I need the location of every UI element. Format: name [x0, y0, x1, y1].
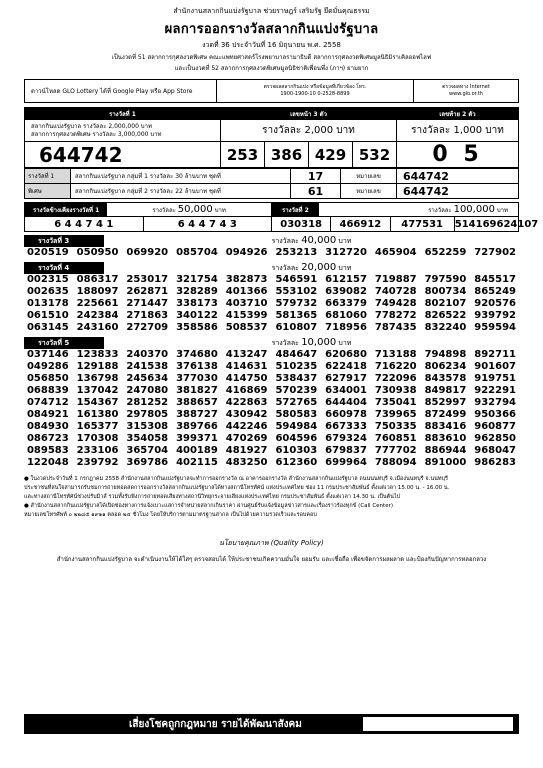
first-prize-notes: [25, 120, 221, 142]
second-prize-header: [271, 203, 518, 217]
third-prize-bar: [24, 235, 519, 247]
fifth-prize-number: 610303: [275, 445, 318, 456]
fifth-prize-number: 086723: [26, 433, 69, 444]
fifth-prize-number: 483250: [225, 457, 268, 468]
fifth-prize-number: 713188: [374, 349, 417, 360]
third-prize-grid: [24, 247, 519, 259]
fifth-amount: 10,000: [301, 337, 337, 348]
third-prize-number: 094926: [225, 247, 268, 258]
fifth-prize-number: 068839: [26, 385, 69, 396]
fourth-prize-number: 321754: [176, 274, 218, 285]
contact-line-1: ตรวจผลสลากกินแบ่ง หรือข้อมูลที่เกี่ยวข้อง โทร.: [263, 84, 367, 90]
fourth-prize-number: 612157: [325, 274, 367, 285]
fourth-amount: 20,000: [301, 262, 337, 273]
app-download-text: ดาวน์โหลด GLO Lottery ได้ที่ Google Play หรือ App Store: [25, 80, 217, 102]
note-callcenter-1: ● สำนักงานสลากกินแบ่งรัฐบาลได้เปิดช่องทางการแจ้งเบาะแสการจำหน่ายสลากเกินราคา ผ่านศูนย์รับแจ้งข้อมูลข่าวสารและเรื่องราวร้องทุกข์ (Call Center): [24, 503, 393, 509]
near-first-amount-prefix: รางวัลละ: [152, 207, 176, 214]
fifth-prize-number: 416869: [225, 385, 268, 396]
fifth-prize-number: 365704: [126, 445, 169, 456]
fifth-prize-number: 679324: [325, 433, 367, 444]
fifth-prize-number: 049286: [26, 361, 69, 372]
fifth-prize-number: 154367: [76, 397, 119, 408]
fifth-prize-number: 170308: [76, 433, 119, 444]
fifth-prize-number: 883610: [424, 433, 467, 444]
fourth-prize-number: 225661: [76, 298, 119, 309]
fifth-prize-number: 084930: [26, 421, 69, 432]
fifth-prize-number: 612360: [275, 457, 318, 468]
top-prizes-table: [24, 107, 519, 168]
fifth-prize-bar: [24, 337, 519, 349]
fourth-prize-number: 086317: [76, 274, 119, 285]
fourth-prize-number: 253017: [126, 274, 169, 285]
fourth-prize-number: 845517: [474, 274, 517, 285]
fifth-prize-number: 634001: [325, 385, 367, 396]
fourth-prize-number: 546591: [275, 274, 318, 285]
fifth-prize-number: 852997: [424, 397, 467, 408]
fourth-prize-number: 002315: [26, 274, 69, 285]
fifth-prize-number: 388657: [176, 397, 218, 408]
special-number: 644742: [397, 169, 519, 184]
fifth-prize-number: 297805: [126, 409, 169, 420]
fourth-prize-number: 382873: [225, 274, 268, 285]
fifth-prize-number: 849817: [424, 385, 467, 396]
fourth-prize-number: 188097: [76, 286, 119, 297]
fifth-prize-number: 892711: [474, 349, 517, 360]
front3-amount: รางวัลละ 2,000 บาท: [221, 120, 397, 142]
fourth-prize-number: 718956: [325, 322, 367, 333]
near-first-number: 6 4 4 7 4 1: [25, 217, 144, 232]
footer-slogan: เสี่ยงโชคถูกกฎหมาย รายได้พัฒนาสังคม: [129, 718, 302, 730]
fifth-prize-number: 788094: [374, 457, 417, 468]
fifth-prize-number: 570239: [275, 385, 318, 396]
fifth-prize-number: 580583: [275, 409, 318, 420]
special-number: 644742: [397, 184, 519, 199]
fourth-prize-number: 832240: [424, 322, 467, 333]
fifth-prize-number: 739965: [374, 409, 417, 420]
special-set: 61: [291, 184, 341, 199]
fifth-prize-number: 699964: [325, 457, 367, 468]
fourth-prize-number: 553102: [275, 286, 318, 297]
footer-blank-box: [363, 717, 513, 731]
fourth-prize-number: 061510: [26, 310, 69, 321]
fourth-prize-label: รางวัลที่ 4: [24, 262, 104, 274]
fifth-prize-number: 962850: [474, 433, 517, 444]
second-amount-wrap: [319, 204, 518, 215]
first-prize-header: รางวัลที่ 1: [25, 108, 221, 120]
fifth-prize-number: 901607: [474, 361, 517, 372]
fifth-prize-number: 538437: [275, 373, 318, 384]
contact-line-2: 1900-1900-10 0-2528-8899: [280, 91, 350, 97]
fifth-prize-number: 730938: [374, 385, 417, 396]
second-amount: 100,000: [453, 204, 495, 215]
fifth-prize-number: 960877: [474, 421, 517, 432]
last2-number: 0 5: [397, 142, 519, 168]
fifth-prize-number: 388727: [176, 409, 218, 420]
third-amount-wrap: [104, 235, 519, 247]
fifth-prize-number: 794898: [424, 349, 467, 360]
special-desc: สลากกินแบ่งรัฐบาล กลุ่มที่ 1 รางวัลละ 30 ล้านบาท ชุดที่: [71, 169, 291, 184]
fourth-prize-number: 639082: [325, 286, 367, 297]
last2-header: เลขท้าย 2 ตัว: [397, 108, 519, 120]
special-num-label: หมายเลข: [341, 169, 397, 184]
fourth-prize-number: 719887: [374, 274, 417, 285]
fourth-prize-number: 797590: [424, 274, 467, 285]
info-bar: [24, 79, 519, 103]
header: [24, 6, 519, 73]
fourth-prize-number: 800734: [424, 286, 467, 297]
second-number: 514169: [454, 218, 497, 230]
fifth-amount-prefix: รางวัลละ: [271, 339, 299, 347]
front3-header: เลขหน้า 3 ตัว: [221, 108, 397, 120]
fifth-prize-number: 240370: [126, 349, 169, 360]
fifth-prize-number: 922291: [474, 385, 517, 396]
notes: [24, 475, 519, 520]
near-first-amount: 50,000: [177, 204, 213, 215]
quality-policy-text: สำนักงานสลากกินแบ่งรัฐบาล จะดำเนินงานให้ได้ใสๆ ตรวจสอบได้ ให้ประชาชนเกิดความมั่นใจ ยอมรับ และเชื่อถือ เพื่อขจัดการผลผลาด และป้องกันปัญหาการหลอกลวง: [56, 556, 487, 563]
fifth-prize-number: 374680: [176, 349, 218, 360]
fifth-prize-number: 137042: [76, 385, 119, 396]
fourth-prize-number: 002635: [26, 286, 69, 297]
fourth-prize-number: 959594: [474, 322, 517, 333]
third-amount: 40,000: [301, 235, 337, 246]
draw-info: งวดที่ 36 ประจำวันที่ 16 มิถุนายน พ.ศ. 2558: [202, 41, 341, 49]
near-first-header: [25, 203, 272, 217]
fourth-prize-number: 508537: [225, 322, 268, 333]
third-prize-number: 050950: [76, 247, 119, 258]
fourth-prize-number: 865249: [474, 286, 517, 297]
near-first-number: 6 4 4 7 4 3: [143, 217, 271, 232]
fifth-prize-number: 722096: [374, 373, 417, 384]
beneficiary-line-1: เป็นงวดที่ 51 สลากการกุศลงวดพิเศษ คณะแพทยศาสตร์โรงพยาบาลรามาธิบดี สลากการกุศลงวดพิเศษมูลนิธิมิราเคิลออฟไลฟ: [111, 54, 432, 61]
fifth-prize-number: 735041: [374, 397, 417, 408]
fifth-prize-number: 627917: [325, 373, 367, 384]
note-broadcast-2: ประชาชนที่สนใจสามารถรับชมการถ่ายทอดสดการออกรางวัลสลากกินแบ่งรัฐบาลได้ทางสถานีโทรทัศน์ แห่งประเทศไทย ช่อง 11 กรมประชาสัมพันธ์ ตั้งแต่เวลา 15.00 น. - 16.00 น.: [24, 485, 450, 491]
web-line-1: ตรวจผลทาง Internet: [442, 84, 490, 90]
second-number: 477531: [390, 217, 454, 232]
page-title: ผลการออกรางวัลสลากกินแบ่งรัฐบาล: [164, 22, 379, 37]
fourth-prize-number: 749428: [374, 298, 417, 309]
fourth-prize-number: 338173: [176, 298, 218, 309]
fifth-prize-number: 074712: [26, 397, 69, 408]
website-link[interactable]: www.glo.or.th: [449, 91, 483, 97]
fourth-prize-number: 826522: [424, 310, 467, 321]
fourth-prize-bar: [24, 262, 519, 274]
near-first-unit: บาท: [214, 207, 226, 214]
front3-number: 253: [221, 142, 265, 168]
third-prize-number: 069920: [126, 247, 169, 258]
fifth-prize-number: 620680: [325, 349, 367, 360]
fifth-prize-number: 510235: [275, 361, 318, 372]
web-box: [414, 80, 518, 102]
fifth-prize-number: 402115: [176, 457, 218, 468]
fourth-prize-number: 403710: [225, 298, 268, 309]
fourth-prize-number: 271447: [126, 298, 169, 309]
fifth-prize-number: 932794: [474, 397, 517, 408]
special-prize-table: [24, 168, 519, 199]
fifth-prize-number: 122048: [26, 457, 69, 468]
second-number: 466912: [331, 217, 390, 232]
fifth-prize-number: 056850: [26, 373, 69, 384]
fourth-prize-number: 787435: [374, 322, 417, 333]
fourth-amount-prefix: รางวัลละ: [271, 264, 299, 272]
fifth-amount-wrap: [104, 337, 519, 349]
fifth-prize-grid: [24, 349, 519, 469]
fourth-prize-number: 802107: [424, 298, 467, 309]
front3-number: 532: [353, 142, 397, 168]
footer-bar: [24, 714, 519, 734]
fourth-prize-number: 415399: [225, 310, 268, 321]
fifth-prize-number: 750335: [374, 421, 417, 432]
third-prize-number: 312720: [325, 247, 367, 258]
special-desc: สลากกินแบ่งรัฐบาล กลุ่มที่ 2 รางวัลละ 22 ล้านบาท ชุดที่: [71, 184, 291, 199]
fifth-prize-number: 161380: [76, 409, 119, 420]
special-num-label: หมายเลข: [341, 184, 397, 199]
fifth-prize-number: 136798: [76, 373, 119, 384]
fifth-prize-number: 354058: [126, 433, 169, 444]
fifth-prize-number: 414750: [225, 373, 268, 384]
fourth-prize-number: 663379: [325, 298, 367, 309]
fifth-prize-number: 806234: [424, 361, 467, 372]
second-prize-label: รางวัลที่ 2: [272, 203, 319, 216]
near-first-amount-wrap: [107, 204, 271, 215]
first-prize-number: 644742: [25, 142, 221, 168]
fifth-prize-number: 389766: [176, 421, 218, 432]
fifth-prize-number: 369786: [126, 457, 169, 468]
fourth-prize-number: 063145: [26, 322, 69, 333]
third-prize-number: 727902: [474, 247, 517, 258]
third-unit: บาท: [338, 237, 352, 245]
special-set: 17: [291, 169, 341, 184]
fifth-prize-number: 594984: [275, 421, 318, 432]
fifth-prize-number: 883416: [424, 421, 467, 432]
fifth-prize-number: 430942: [225, 409, 268, 420]
fifth-prize-number: 241538: [126, 361, 169, 372]
fifth-prize-number: 376138: [176, 361, 218, 372]
fifth-prize-number: 084921: [26, 409, 69, 420]
front3-number: 386: [265, 142, 309, 168]
fifth-prize-number: 644404: [325, 397, 367, 408]
second-amount-prefix: รางวัลละ: [428, 207, 452, 214]
fourth-prize-number: 740728: [374, 286, 417, 297]
fourth-prize-number: 939792: [474, 310, 517, 321]
fifth-prize-number: 891000: [424, 457, 467, 468]
fifth-prize-number: 622418: [325, 361, 367, 372]
near-first-label: รางวัลข้างเคียงรางวัลที่ 1: [25, 203, 107, 216]
fourth-prize-number: 271863: [126, 310, 169, 321]
fourth-prize-number: 610807: [275, 322, 318, 333]
note-callcenter-2: หมายเลขโทรศัพท์ ๐ ๒๒๘๕ ๑๙๑๑ ตลอด ๒๔ ชั่วโมง โดยให้บริการตามมาตรฐานสากล เป็นไปด้วยความรวดเร็วและรอบคอบ: [24, 512, 317, 518]
fifth-prize-number: 470269: [225, 433, 268, 444]
beneficiary-line-2: และเป็นงวดที่ 52 สลากการกุศลงวดพิเศษมูลนิธิชาติเพื่อนพึ่ง (ภาฯ) ยามยาก: [174, 65, 369, 72]
fifth-prize-number: 129188: [76, 361, 119, 372]
fourth-prize-number: 401366: [225, 286, 268, 297]
fifth-prize-number: 233106: [76, 445, 119, 456]
fifth-prize-number: 919751: [474, 373, 517, 384]
note-broadcast-3: และทางสถานีโทรทัศน์ช่วงปรับมิวส์ รวมทั้งรับฟังการถ่ายทอดเสียงทางสถานีวิทยุกระจายเสียงแห่งประเทศไทย กรมประชาสัมพันธ์ ตั้งแต่เวลา 14.30 น. เป็นต้นไป: [24, 494, 401, 500]
first-prize-note-2: สลากการกุศลงวดพิเศษ รางวัลละ 3,000,000 บาท: [31, 130, 162, 138]
contact-box: [217, 80, 414, 102]
fourth-prize-number: 243160: [76, 322, 119, 333]
fifth-prize-number: 950366: [474, 409, 517, 420]
third-prize-number: 020519: [26, 247, 69, 258]
fifth-unit: บาท: [338, 339, 352, 347]
fifth-prize-number: 315308: [126, 421, 169, 432]
first-prize-note-1: สลากกินแบ่งรัฐบาล รางวัลละ 2,000,000 บาท: [31, 122, 152, 130]
fifth-prize-number: 968047: [474, 445, 517, 456]
fifth-prize-number: 414631: [225, 361, 268, 372]
second-number: 624107: [496, 218, 539, 230]
fifth-prize-number: 760851: [374, 433, 417, 444]
third-prize-number: 465904: [374, 247, 417, 258]
fifth-prize-number: 679837: [325, 445, 367, 456]
fifth-prize-number: 484647: [275, 349, 318, 360]
note-broadcast-1: ● ในงวดประจำวันที่ 1 กรกฎาคม 2558 สำนักงานสลากกินแบ่งรัฐบาลจะทำการออกรางวัล ณ อาคารออกรางวัล สำนักงานสลากกินแบ่งรัฐบาล ถนนนนทบุรี จ.เมืองนนทบุรี จ.นนทบุรี: [24, 476, 448, 482]
fifth-prize-number: 604596: [275, 433, 318, 444]
fourth-prize-grid: [24, 274, 519, 334]
fifth-prize-number: 377030: [176, 373, 218, 384]
special-label: พิเศษ: [25, 184, 71, 199]
fifth-prize-label: รางวัลที่ 5: [24, 337, 104, 349]
third-prize-number: 253213: [275, 247, 318, 258]
fourth-prize-number: 242384: [76, 310, 119, 321]
fifth-prize-number: 986283: [474, 457, 517, 468]
fifth-prize-number: 281252: [126, 397, 169, 408]
fifth-prize-number: 716220: [374, 361, 417, 372]
quality-policy-title: นโยบายคุณภาพ (Quality Policy): [219, 539, 324, 547]
fifth-prize-number: 089583: [26, 445, 69, 456]
fourth-prize-number: 778272: [374, 310, 417, 321]
second-number-pair: [454, 217, 539, 232]
last2-amount: รางวัลละ 1,000 บาท: [397, 120, 519, 142]
fourth-prize-number: 681060: [325, 310, 367, 321]
fifth-prize-number: 572765: [275, 397, 318, 408]
fifth-prize-number: 399371: [176, 433, 218, 444]
fifth-prize-number: 413247: [225, 349, 268, 360]
fourth-prize-number: 920576: [474, 298, 517, 309]
fifth-prize-number: 037146: [26, 349, 69, 360]
fifth-prize-number: 442246: [225, 421, 268, 432]
second-number: 030318: [271, 217, 330, 232]
fifth-prize-number: 843578: [424, 373, 467, 384]
third-amount-prefix: รางวัลละ: [271, 237, 299, 245]
front3-number: 429: [309, 142, 353, 168]
fifth-prize-number: 245634: [126, 373, 169, 384]
fourth-prize-number: 340122: [176, 310, 218, 321]
special-label: รางวัลที่ 1: [25, 169, 71, 184]
fifth-prize-number: 123833: [76, 349, 119, 360]
fourth-prize-number: 272709: [126, 322, 169, 333]
agency-line: สำนักงานสลากกินแบ่งรัฐบาล ช่วยราษฎร์ เสริมรัฐ ยึดมั่นคุณธรรม: [173, 7, 370, 15]
fifth-prize-number: 165377: [76, 421, 119, 432]
fourth-prize-number: 581365: [275, 310, 318, 321]
fourth-prize-number: 013178: [26, 298, 69, 309]
fourth-unit: บาท: [338, 264, 352, 272]
fifth-prize-number: 886944: [424, 445, 467, 456]
fifth-prize-number: 777702: [374, 445, 417, 456]
fifth-prize-number: 247080: [126, 385, 169, 396]
fifth-prize-number: 400189: [176, 445, 218, 456]
fifth-prize-number: 422863: [225, 397, 268, 408]
fifth-prize-number: 239792: [76, 457, 119, 468]
fifth-prize-number: 667333: [325, 421, 367, 432]
near-second-table: [24, 202, 539, 232]
fourth-prize-number: 328289: [176, 286, 218, 297]
fourth-amount-wrap: [104, 262, 519, 274]
fifth-prize-number: 481927: [225, 445, 268, 456]
fourth-prize-number: 579732: [275, 298, 318, 309]
fifth-prize-number: 660978: [325, 409, 367, 420]
fourth-prize-number: 358586: [176, 322, 218, 333]
fifth-prize-number: 381827: [176, 385, 218, 396]
fourth-prize-number: 262871: [126, 286, 169, 297]
fifth-prize-number: 872499: [424, 409, 467, 420]
third-prize-label: รางวัลที่ 3: [24, 235, 104, 247]
third-prize-number: 652259: [424, 247, 467, 258]
third-prize-number: 085704: [176, 247, 218, 258]
second-unit: บาท: [496, 207, 508, 214]
